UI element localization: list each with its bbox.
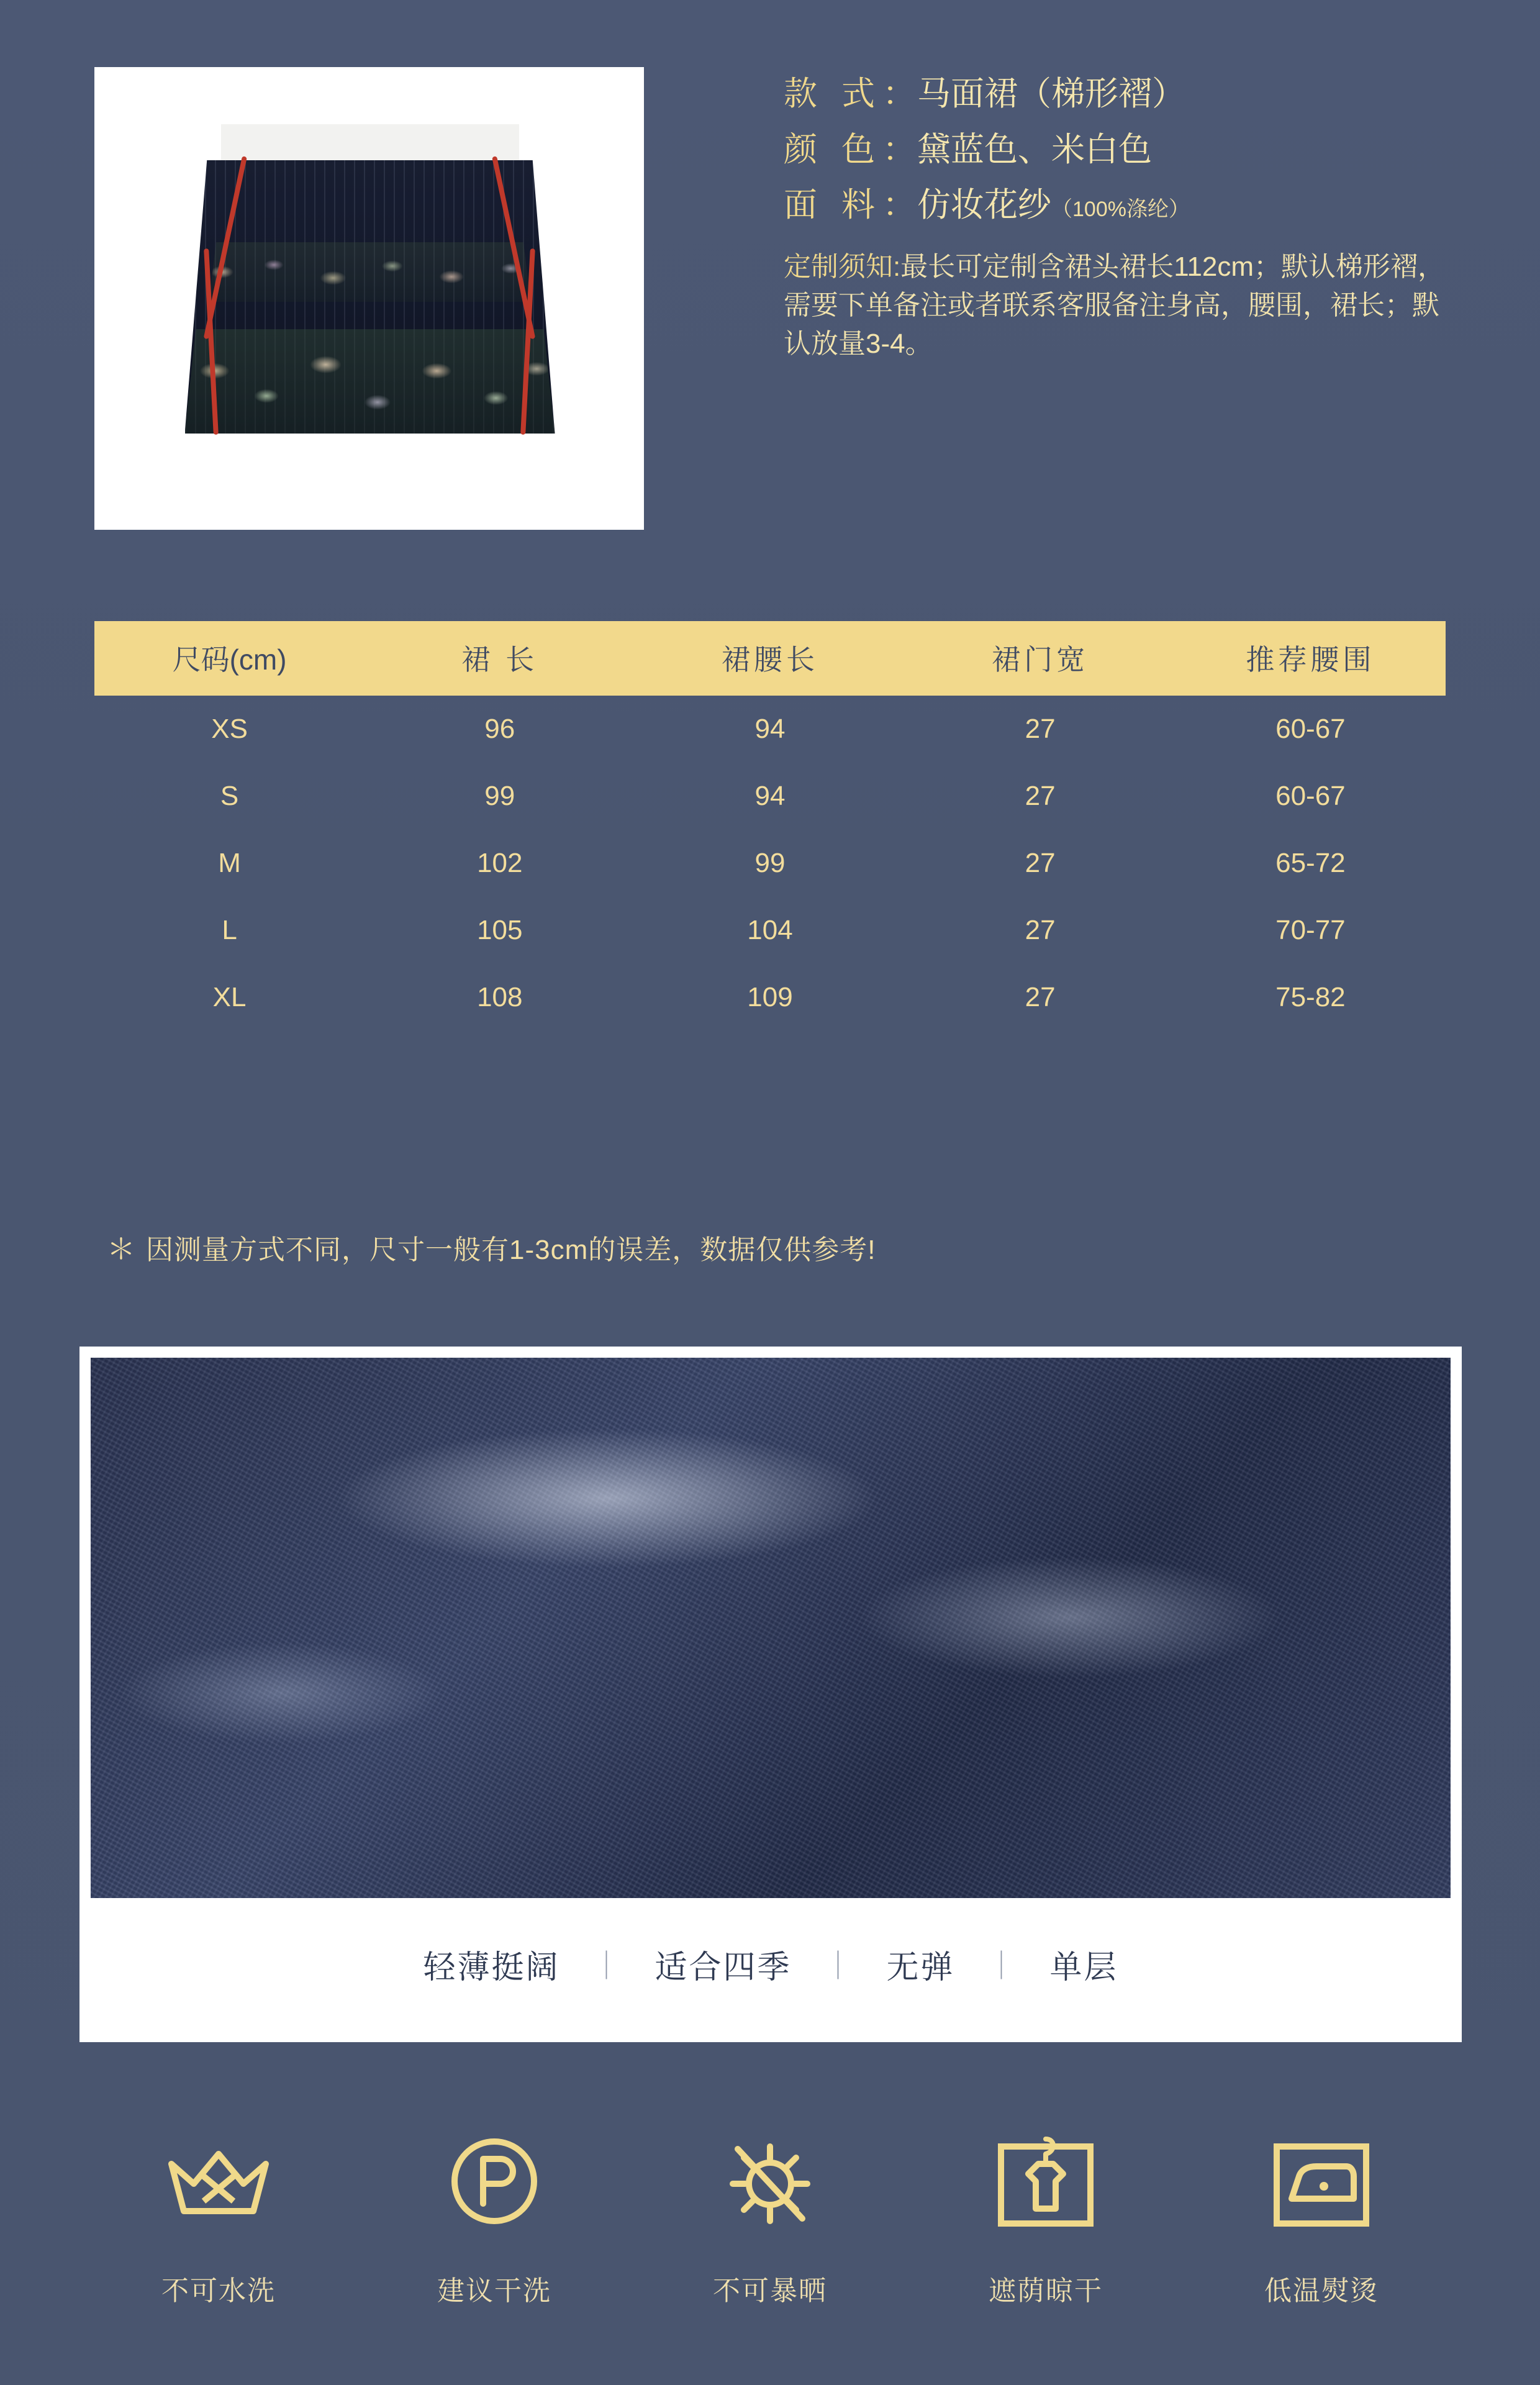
table-cell-recommended-waist: 70-77 xyxy=(1275,915,1346,945)
feature-separator: ｜ xyxy=(823,1950,854,1982)
table-cell-length: 99 xyxy=(484,781,515,811)
table-row xyxy=(94,964,1446,1031)
skirt-body xyxy=(149,124,590,447)
table-row xyxy=(94,897,1446,964)
asterisk-icon: ＊ xyxy=(107,1233,136,1265)
care-item-shade-dry xyxy=(922,2119,1170,2308)
spec-colon-style: ： xyxy=(882,75,917,112)
spec-row-fabric xyxy=(784,184,1479,227)
size-table-header-cell: 裙腰长 xyxy=(635,621,905,696)
spec-row-style xyxy=(784,73,1479,116)
care-label: 不可暴晒 xyxy=(713,2276,827,2306)
size-table-wrap xyxy=(94,621,1446,1031)
size-table-header-row xyxy=(94,621,1446,696)
table-cell-door-width: 27 xyxy=(1025,781,1056,811)
spec-list xyxy=(784,73,1479,364)
low-iron-icon xyxy=(1256,2119,1387,2243)
spec-colon-fabric: ： xyxy=(882,186,917,224)
spec-label-style: 款 式 xyxy=(784,75,883,112)
spec-value-style: 马面裙（梯形褶） xyxy=(917,75,1186,112)
feature-separator: ｜ xyxy=(592,1950,623,1982)
fabric-feature: 轻薄挺阔 xyxy=(423,1949,560,1986)
table-cell-door-width: 27 xyxy=(1025,982,1056,1012)
custom-order-note-label: 定制须知: xyxy=(784,251,901,282)
feature-separator: ｜ xyxy=(987,1950,1018,1982)
skirt-waistband xyxy=(221,124,519,163)
table-cell-door-width: 27 xyxy=(1025,915,1056,945)
table-cell-recommended-waist: 65-72 xyxy=(1275,848,1346,878)
table-row xyxy=(94,763,1446,830)
custom-order-note xyxy=(784,248,1448,364)
care-instructions xyxy=(94,2119,1446,2308)
fabric-feature-list xyxy=(91,1898,1451,2030)
custom-order-note-text: 最长可定制含裙头裙长112cm；默认梯形褶，需要下单备注或者联系客服备注身高，腰围，裙长；默认放量3-4。 xyxy=(784,251,1446,360)
size-table-header-cell: 裙 长 xyxy=(365,621,635,696)
care-label: 不可水洗 xyxy=(161,2276,276,2306)
table-cell-size: XL xyxy=(212,982,247,1012)
table-row xyxy=(94,696,1446,763)
table-cell-size: XS xyxy=(211,714,248,744)
fabric-feature: 适合四季 xyxy=(654,1949,792,1986)
fabric-closeup-image xyxy=(91,1358,1451,1898)
size-table-header-cell: 尺码(cm) xyxy=(94,621,365,696)
no-wash-icon xyxy=(153,2119,284,2243)
spec-label-color: 颜 色 xyxy=(784,130,883,168)
spec-value-color: 黛蓝色、米白色 xyxy=(917,130,1153,168)
size-table-header-cell: 推荐腰围 xyxy=(1175,621,1446,696)
table-cell-length: 96 xyxy=(484,714,515,744)
dry-clean-icon xyxy=(429,2119,559,2243)
table-cell-waist-length: 104 xyxy=(747,915,793,945)
fabric-feature: 无弹 xyxy=(886,1949,955,1986)
top-section xyxy=(0,0,1540,559)
table-cell-length: 102 xyxy=(477,848,523,878)
table-cell-recommended-waist: 75-82 xyxy=(1275,982,1346,1012)
table-cell-door-width: 27 xyxy=(1025,714,1056,744)
shade-dry-icon xyxy=(981,2119,1111,2243)
care-item-no-sun xyxy=(646,2119,894,2308)
care-label: 遮荫晾干 xyxy=(989,2276,1103,2306)
measurement-disclaimer xyxy=(107,1227,876,1268)
care-label: 低温熨烫 xyxy=(1264,2276,1379,2306)
table-cell-waist-length: 94 xyxy=(754,781,786,811)
skirt-floral-band-lower xyxy=(185,329,555,434)
table-cell-door-width: 27 xyxy=(1025,848,1056,878)
fabric-feature: 单层 xyxy=(1049,1949,1118,1986)
table-cell-size: M xyxy=(218,848,241,878)
care-item-no-wash xyxy=(94,2119,343,2308)
care-item-low-iron xyxy=(1197,2119,1446,2308)
table-cell-waist-length: 99 xyxy=(754,848,786,878)
size-table-body xyxy=(94,696,1446,1031)
fabric-panel xyxy=(79,1347,1462,2042)
care-item-dry-clean xyxy=(370,2119,618,2308)
table-cell-size: S xyxy=(220,781,239,811)
care-label: 建议干洗 xyxy=(437,2276,551,2306)
spec-value-fabric-composition: （100%涤纶） xyxy=(1051,198,1190,221)
spec-label-fabric: 面 料 xyxy=(784,186,883,224)
table-row xyxy=(94,830,1446,897)
table-cell-size: L xyxy=(222,915,237,945)
spec-value-fabric: 仿妆花纱 xyxy=(917,186,1052,224)
size-table-head xyxy=(94,621,1446,696)
size-table-header-cell: 裙门宽 xyxy=(905,621,1175,696)
table-cell-recommended-waist: 60-67 xyxy=(1275,781,1346,811)
table-cell-waist-length: 94 xyxy=(754,714,786,744)
table-cell-length: 105 xyxy=(477,915,523,945)
skirt-floral-band-upper xyxy=(185,242,555,302)
spec-colon-color: ： xyxy=(882,130,917,168)
no-sun-icon xyxy=(705,2119,835,2243)
size-table xyxy=(94,621,1446,1031)
measurement-disclaimer-text: 因测量方式不同，尺寸一般有1-3cm的误差，数据仅供参考! xyxy=(146,1235,876,1265)
table-cell-length: 108 xyxy=(477,982,523,1012)
product-photo xyxy=(94,67,644,530)
table-cell-recommended-waist: 60-67 xyxy=(1275,714,1346,744)
skirt-illustration xyxy=(106,78,633,519)
table-cell-waist-length: 109 xyxy=(747,982,793,1012)
spec-row-color xyxy=(784,129,1479,171)
